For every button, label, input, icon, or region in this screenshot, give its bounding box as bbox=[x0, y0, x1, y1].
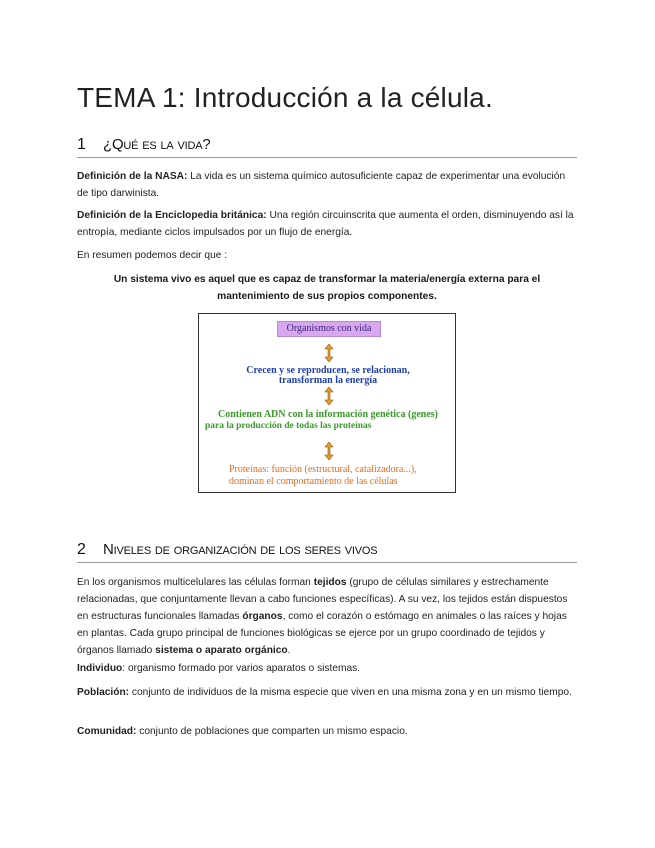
diagram-orange-line-2: dominan el comportamiento de las células bbox=[229, 476, 398, 487]
poblacion-label: Población: bbox=[77, 687, 130, 698]
organization-paragraph bbox=[77, 574, 577, 659]
poblacion-text: conjunto de individuos de la misma especie que viven en una misma zona y en un mismo tiempo. bbox=[129, 687, 572, 698]
nasa-label: Definición de la NASA: bbox=[77, 171, 188, 182]
summary-bold-line-2: mantenimiento de sus propios componentes. bbox=[217, 291, 437, 302]
diagram-green-line-1: Contienen ADN con la información genética (genes) bbox=[218, 409, 438, 420]
diagram-green-line-2: para la producción de todas las proteínas bbox=[205, 421, 372, 431]
comunidad-label: Comunidad: bbox=[77, 726, 137, 737]
text-run: . bbox=[287, 645, 291, 656]
diagram-top-box: Organismos con vida bbox=[277, 321, 381, 337]
summary-intro: En resumen podemos decir que : bbox=[77, 250, 228, 261]
individuo-label: Individuo bbox=[77, 663, 123, 674]
section-1-heading bbox=[77, 136, 577, 158]
diagram-orange-line-1: Proteínas: función (estructural, catalizadora...), bbox=[229, 464, 417, 475]
comunidad-definition bbox=[77, 723, 577, 740]
term-sistema: sistema o aparato orgánico bbox=[155, 645, 288, 656]
term-tejidos: tejidos bbox=[313, 577, 347, 588]
section-2-number: 2 bbox=[77, 541, 86, 558]
section-2-heading bbox=[77, 541, 577, 563]
section-2-title: Niveles de organización de los seres vivos bbox=[103, 541, 378, 558]
nasa-text: La vida es un sistema químico autosuficiente capaz de experimentar una evolución de tipo darwinista. bbox=[77, 171, 566, 199]
summary-bold-line-1: Un sistema vivo es aquel que es capaz de transformar la materia/energía externa para el bbox=[113, 274, 541, 285]
poblacion-definition bbox=[77, 684, 577, 701]
section-1-title: ¿Qué es la vida? bbox=[103, 136, 211, 153]
britannica-definition bbox=[77, 207, 577, 241]
comunidad-text: conjunto de poblaciones que comparten un mismo espacio. bbox=[136, 726, 408, 737]
up-down-arrow-icon bbox=[324, 387, 334, 405]
nasa-definition bbox=[77, 168, 577, 202]
term-organos: órganos bbox=[242, 611, 283, 622]
section-1-number: 1 bbox=[77, 136, 86, 153]
life-diagram bbox=[198, 313, 456, 493]
britannica-label: Definición de la Enciclopedia británica: bbox=[77, 210, 267, 221]
up-down-arrow-icon bbox=[324, 344, 334, 362]
up-down-arrow-icon bbox=[324, 442, 334, 460]
diagram-blue-line-2: transforman la energía bbox=[278, 375, 378, 386]
text-run: En los organismos multicelulares las células forman bbox=[77, 577, 314, 588]
page-title: TEMA 1: Introducción a la célula. bbox=[77, 82, 493, 113]
diagram-blue-line-1: Crecen y se reproducen, se relacionan, bbox=[246, 365, 410, 376]
individuo-definition bbox=[77, 660, 577, 677]
individuo-text: : organismo formado por varios aparatos o sistemas. bbox=[122, 663, 361, 674]
britannica-text: Una región circuinscrita que aumenta el orden, disminuyendo así la entropía, mediante ciclos impulsados por un flujo de energía. bbox=[77, 210, 574, 238]
text-run: (grupo de células similares y estrechamente relacionadas, que conjuntamente llevan a cabo funciones específicas). A su vez, los tejidos están dispuestos en estructuras funcionales llamadas bbox=[77, 577, 568, 622]
text-run: , como el corazón o estómago en animales o las raíces y hojas en plantas. Cada grupo principal de funciones biológicas se ejerce por un grupo coordinado de tejidos y órganos llamado bbox=[77, 611, 567, 656]
